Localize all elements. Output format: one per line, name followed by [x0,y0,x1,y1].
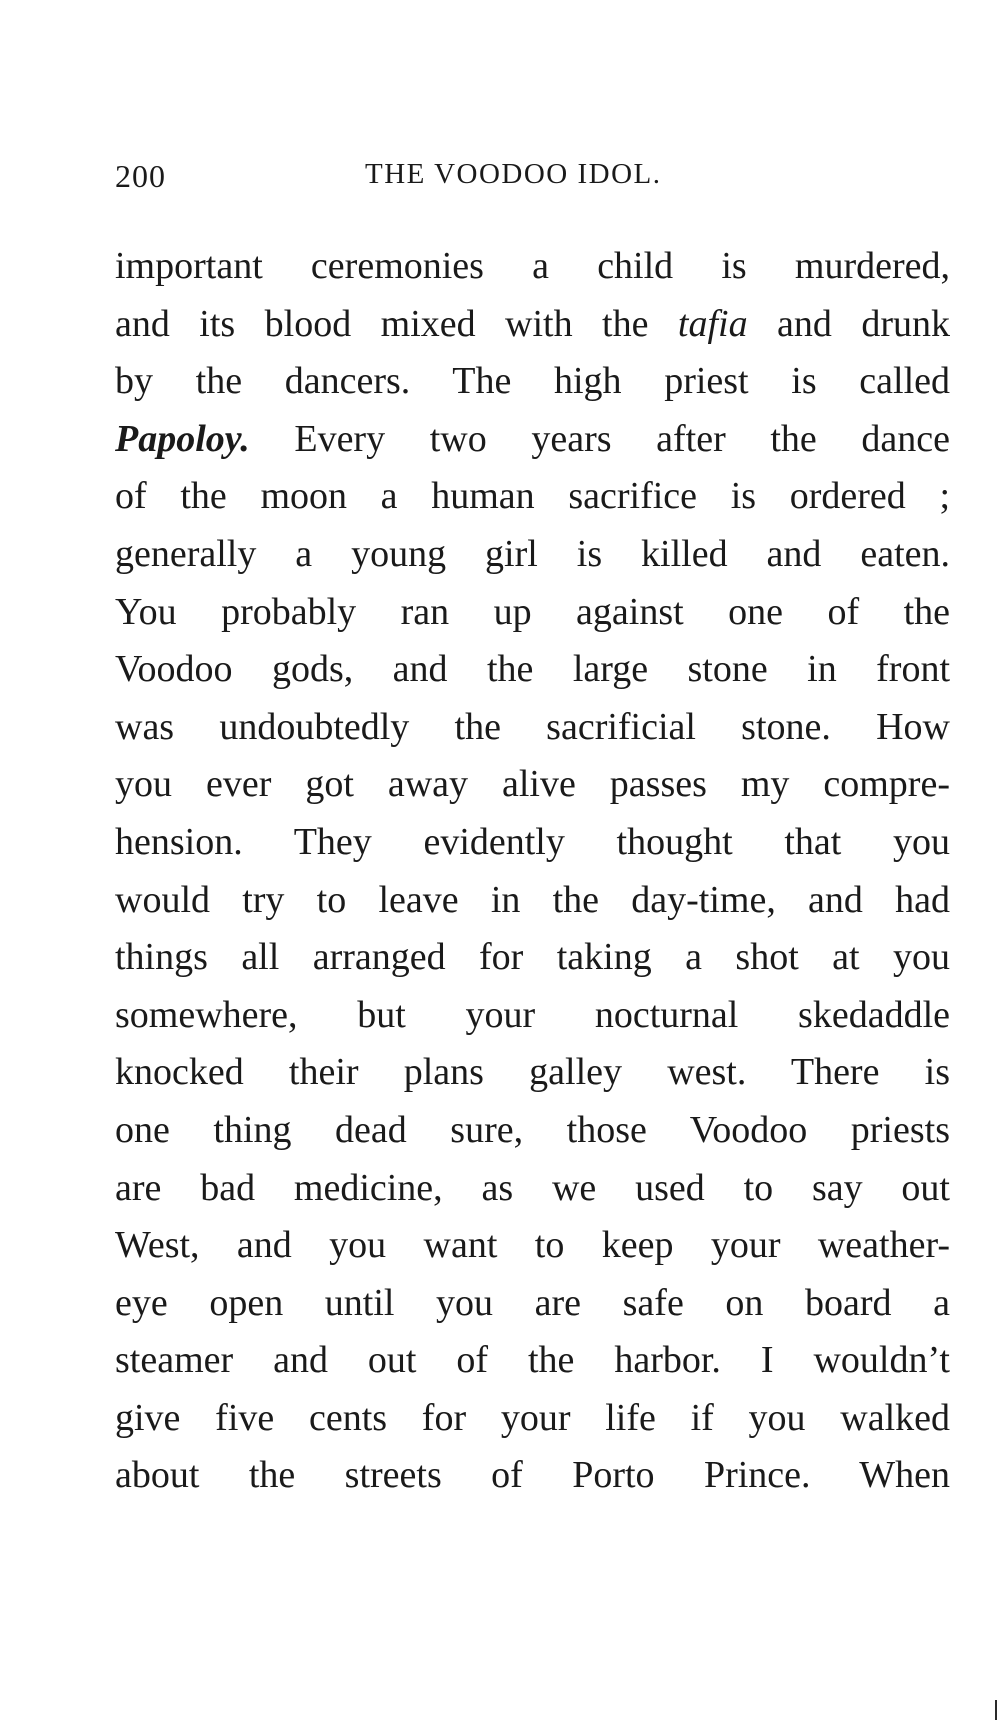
text-run: generally a young girl is killed and eaten. [115,532,950,575]
text-run: important ceremonies a child is murdered, [115,245,950,287]
text-run: was undoubtedly the sacrificial stone. How [115,705,950,748]
emphasized-text: tafia [677,302,748,345]
text-run: would try to leave in the day-time, and had [115,878,950,921]
text-run: steamer and out of the harbor. I wouldn’t [115,1339,950,1382]
text-run: of the moon a human sacrifice is ordered ; [115,475,950,518]
text-run: one thing dead sure, those Voodoo priests [115,1108,950,1151]
text-line [115,1044,950,1102]
text-line [115,526,950,584]
text-line [115,468,950,526]
text-run: give five cents for your life if you walked [115,1396,950,1439]
text-line [115,296,950,354]
text-line [115,353,950,411]
text-run: are bad medicine, as we used to say out [115,1166,950,1209]
body-text [115,238,950,1518]
text-run: hension. They evidently thought that you [115,820,950,863]
text-line [115,238,950,296]
text-line [115,411,950,469]
text-line [115,1160,950,1218]
running-head [115,158,950,198]
page-edge-mark [995,1700,997,1720]
text-line [115,1217,950,1275]
text-line [115,699,950,757]
text-line [115,1447,950,1505]
text-run: You probably ran up against one of the [115,590,950,633]
text-run: and its blood mixed with the [115,302,678,345]
text-run: and drunk [747,302,950,345]
text-run: things all arranged for taking a shot at you [115,936,950,979]
text-line [115,929,950,987]
text-line [115,1275,950,1333]
text-run: about the streets of Porto Prince. When [115,1454,950,1497]
text-run: knocked their plans galley west. There is [115,1051,950,1094]
text-line [115,987,950,1045]
text-line [115,1390,950,1448]
text-run: Every two years after the dance [249,417,950,460]
text-line [115,756,950,814]
text-line [115,584,950,642]
text-run: by the dancers. The high priest is called [115,360,950,403]
text-line [115,641,950,699]
text-run: eye open until you are safe on board a [115,1281,950,1324]
text-run: somewhere, but your nocturnal skedaddle [115,993,950,1036]
text-line [115,814,950,872]
text-line [115,1332,950,1390]
page-number: 200 [115,158,166,194]
text-run: Voodoo gods, and the large stone in front [115,648,950,691]
emphasized-text: Papoloy. [115,417,250,460]
text-run: West, and you want to keep your weather- [115,1224,950,1267]
text-line [115,872,950,930]
text-run: you ever got away alive passes my compre- [115,763,950,806]
running-title: THE VOODOO IDOL. [365,158,662,190]
text-line [115,1102,950,1160]
